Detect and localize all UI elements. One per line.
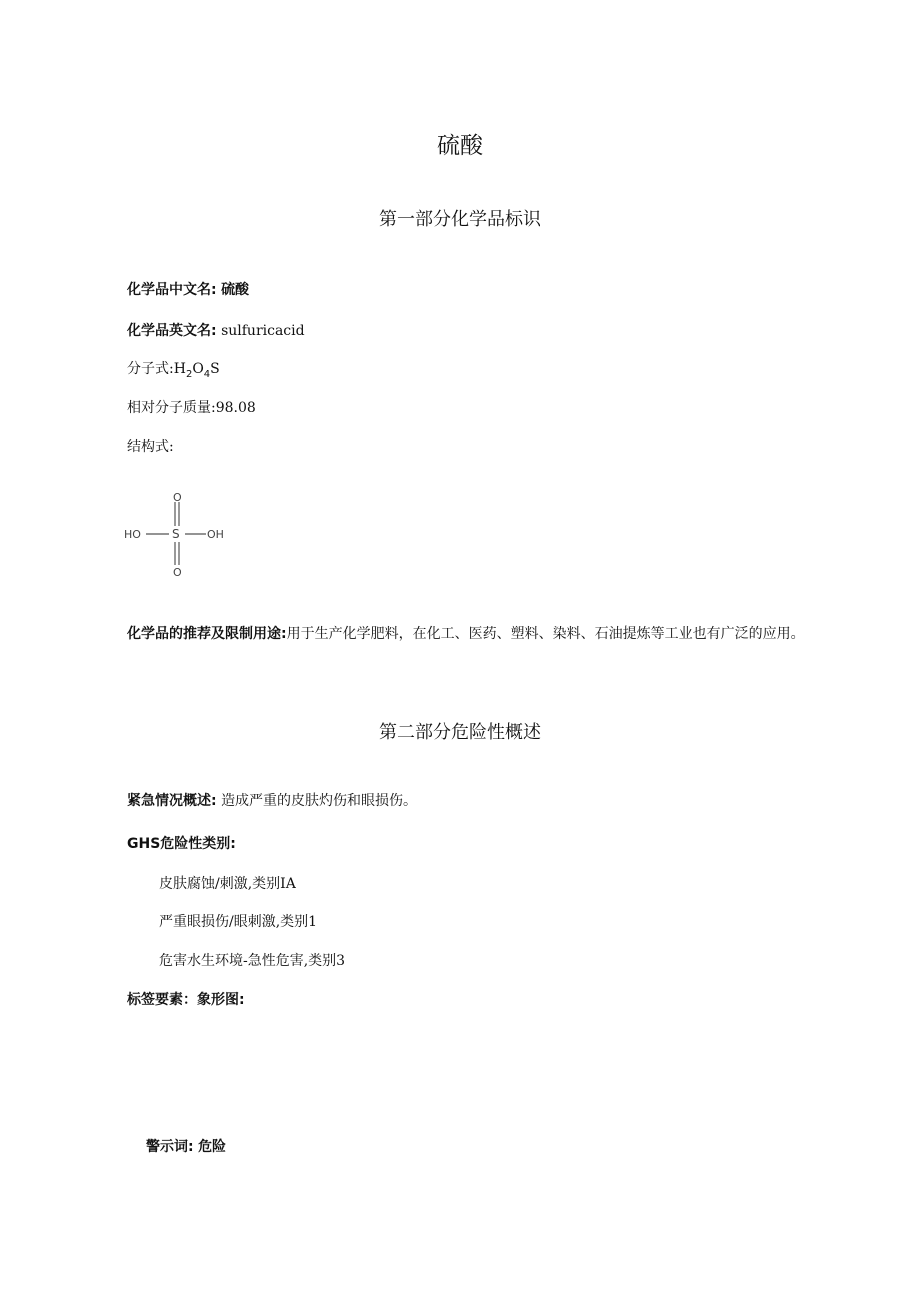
atom-s: S: [172, 527, 180, 541]
emergency-row: [127, 790, 417, 810]
cn-name-row: [127, 279, 249, 299]
ghs-item-3: 危害水生环境-急性危害,类别3: [159, 953, 346, 969]
cn-name-label: 化学品中文名:: [127, 282, 217, 298]
structural-formula-diagram: [122, 488, 232, 580]
usage-value: 用于生产化学肥料，在化工、医药、塑料、染料、石油提炼等工业也有广泛的应用。: [286, 626, 805, 642]
en-name-value: sulfuricacid: [221, 323, 305, 339]
formula-s: S: [210, 361, 220, 377]
emergency-label: 紧急情况概述:: [127, 793, 217, 809]
emergency-value: 造成严重的皮肤灼伤和眼损伤。: [221, 793, 418, 809]
formula-o: O: [192, 361, 204, 377]
usage-label: 化学品的推荐及限制用途:: [127, 626, 287, 642]
ghs-item-1: 皮肤腐蚀/刺激,类别IA: [159, 876, 296, 892]
signal-word-value: 危险: [198, 1139, 227, 1155]
atom-o-top: O: [173, 491, 182, 504]
en-name-label: 化学品英文名:: [127, 323, 217, 339]
usage-paragraph: [127, 620, 827, 648]
ghs-item-2: 严重眼损伤/眼刺激,类别1: [159, 914, 318, 930]
section1-heading: 第一部分化学品标识: [379, 209, 541, 230]
section2-heading: 第二部分危险性概述: [379, 722, 541, 743]
mass-label: 相对分子质量:: [127, 400, 216, 416]
label-elements: 标签要素：象形图:: [127, 992, 245, 1008]
formula-label: 分子式:: [127, 361, 174, 377]
signal-word-row: [146, 1136, 226, 1156]
atom-ho: HO: [124, 528, 141, 541]
atom-o-bottom: O: [173, 566, 182, 579]
document-title: 硫酸: [437, 133, 483, 159]
formula-h: H: [173, 361, 186, 377]
structure-label: 结构式:: [127, 439, 174, 455]
mass-row: [127, 397, 256, 417]
cn-name-value: 硫酸: [221, 282, 250, 298]
signal-word-label: 警示词:: [146, 1139, 194, 1155]
formula-row: [127, 358, 220, 380]
mass-value: 98.08: [215, 400, 256, 416]
formula-sub-2: 2: [185, 368, 193, 380]
formula-sub-4: 4: [203, 368, 211, 380]
en-name-row: [127, 320, 305, 340]
ghs-label: GHS危险性类别:: [127, 836, 236, 852]
atom-oh: OH: [207, 528, 224, 541]
